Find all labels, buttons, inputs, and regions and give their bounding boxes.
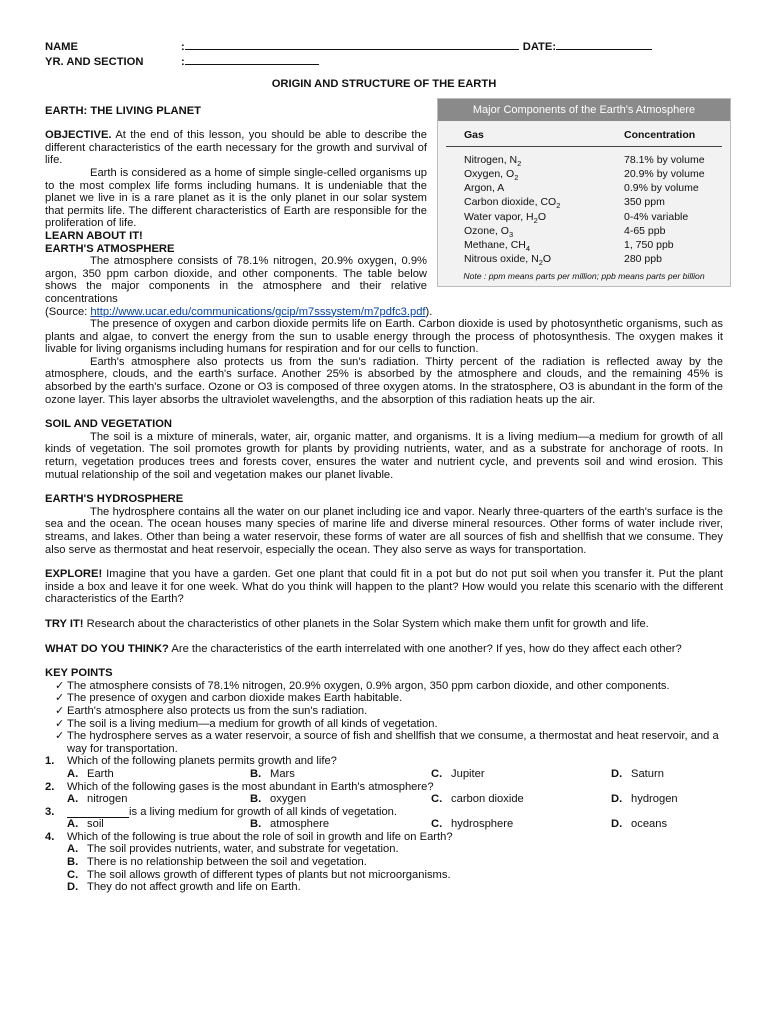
concentration-cell: 0-4% variable bbox=[624, 210, 689, 223]
option-a[interactable]: A. Earth bbox=[67, 767, 114, 780]
option-c[interactable]: C. The soil allows growth of different types of plants but not microorganisms. bbox=[67, 868, 451, 881]
atmosphere-text-1: The atmosphere consists of 78.1% nitrogen, 20.9% oxygen, 0.9% argon, 350 ppm carbon dioxide, and other components. The table below shows the major components in the atmosphere and their relative concentrations bbox=[45, 255, 427, 305]
option-a[interactable]: A. The soil provides nutrients, water, and substrate for vegetation. bbox=[67, 843, 399, 856]
option-b[interactable]: B. oxygen bbox=[250, 793, 307, 806]
table-row bbox=[446, 210, 722, 224]
check-icon: ✓ bbox=[55, 717, 65, 730]
hydrosphere-paragraph: The hydrosphere contains all the water on our planet including ice and vapor. Nearly three-quarters of the earth's surface is the sea and the ocean. The ocean houses many species of marine life and diverse mineral resources. Other forms of water include river, streams, and lakes. Other than being a water reservoir, these forms of water are all sources of fish and shellfish that we consume. They also serve as thermostat and heat reservoir, especially the ocean. They also serve as ways for transportation. bbox=[45, 505, 723, 556]
concentration-cell: 78.1% by volume bbox=[624, 153, 705, 166]
tryit-paragraph bbox=[45, 618, 723, 631]
think-label: WHAT DO YOU THINK? bbox=[45, 642, 169, 655]
question-text: Which of the following planets permits growth and life? bbox=[67, 755, 337, 768]
table-body bbox=[438, 153, 730, 267]
gas-cell: Ozone, $O_3$ bbox=[464, 224, 514, 239]
date-label: DATE: bbox=[522, 41, 557, 53]
section-label: YR. AND SECTION bbox=[45, 56, 144, 68]
living-planet-heading: EARTH: THE LIVING PLANET bbox=[45, 104, 202, 117]
name-colon: : bbox=[181, 41, 185, 53]
table-row bbox=[446, 224, 722, 238]
option-d[interactable]: D. hydrogen bbox=[611, 793, 678, 806]
option-a[interactable]: A. nitrogen bbox=[67, 793, 128, 806]
section-row bbox=[45, 53, 723, 68]
gas-cell: Argon, A bbox=[464, 182, 505, 195]
atmosphere-paragraph-2: The presence of oxygen and carbon dioxide permits life on Earth. Carbon dioxide is used by photosynthetic organisms, such as plants and algae, to convert the energy from the sun to usable energy through the process of photosynthesis. The oxygen makes it livable for living organisms including humans for respiration and for our cells to function. bbox=[45, 318, 723, 356]
gas-cell: Water vapor, $H_2O$ bbox=[464, 210, 546, 225]
learn-heading: LEARN ABOUT IT! bbox=[45, 229, 143, 242]
gas-cell: Carbon dioxide, $CO_2$ bbox=[464, 196, 561, 211]
source-suffix: ). bbox=[425, 305, 433, 318]
key-points-heading: KEY POINTS bbox=[45, 667, 113, 680]
col-concentration: Concentration bbox=[624, 129, 696, 142]
gas-cell: Nitrous oxide, $N_2O$ bbox=[464, 253, 552, 268]
question-number: 1. bbox=[45, 755, 55, 768]
question-1 bbox=[45, 755, 723, 780]
question-number: 4. bbox=[45, 830, 55, 843]
option-a[interactable]: A. soil bbox=[67, 818, 104, 831]
atmosphere-paragraph-3: Earth's atmosphere also protects us from the sun's radiation. Thirty percent of the radiation is reflected away by the atmosphere, clouds, and the earth's surface. Another 25% is absorbed by the atmosphere and clouds, and the remaining 45% is absorbed by the earth's surface. Ozone or O3 is composed of three oxygen atoms. In the stratosphere, O3 is abundant in the form of the ozone layer. This layer absorbs the ultraviolet wavelengths, and the absorption of this radiation heats up the air. bbox=[45, 355, 723, 406]
key-point: ✓ The atmosphere consists of 78.1% nitrogen, 20.9% oxygen, 0.9% argon, 350 ppm carbon dioxide, and other components. bbox=[55, 679, 670, 692]
table-row bbox=[446, 181, 722, 195]
check-icon: ✓ bbox=[55, 704, 65, 717]
hydrosphere-heading: EARTH'S HYDROSPHERE bbox=[45, 493, 184, 506]
question-text: is a living medium for growth of all kinds of vegetation. bbox=[129, 805, 398, 818]
date-field[interactable] bbox=[556, 38, 652, 50]
explore-paragraph bbox=[45, 568, 723, 606]
key-point: ✓ The presence of oxygen and carbon dioxide makes Earth habitable. bbox=[55, 692, 403, 705]
option-c[interactable]: C. hydrosphere bbox=[431, 818, 514, 831]
table-header bbox=[446, 121, 722, 147]
option-b[interactable]: B. There is no relationship between the soil and vegetation. bbox=[67, 856, 367, 869]
table-row bbox=[446, 238, 722, 252]
soil-paragraph: The soil is a mixture of minerals, water, air, organic matter, and organisms. It is a living medium—a medium for growth of all kinds of vegetation. The soil promotes growth for plants by providing nutrients, water, and as a substrate for anchorage of roots. In return, vegetation produces trees and forests cover, ensures the water and nutrient cycle, and prevents soil and wind erosion. This mutual relationship of the soil and vegetation makes our planet livable. bbox=[45, 430, 723, 481]
table-row bbox=[446, 252, 722, 266]
objective-text: At the end of this lesson, you should be able to describe the different characteristics of the earth necessary for the growth and survival of life. bbox=[45, 129, 427, 167]
tryit-label: TRY IT! bbox=[45, 617, 84, 630]
name-field[interactable] bbox=[185, 38, 519, 50]
concentration-cell: 280 ppb bbox=[624, 253, 662, 266]
concentration-cell: 4-65 ppb bbox=[624, 224, 666, 237]
question-text: Which of the following is true about the role of soil in growth and life on Earth? bbox=[67, 830, 453, 843]
think-text: Are the characteristics of the earth interrelated with one another? If yes, how do they affect each other? bbox=[168, 642, 682, 655]
table-title: Major Components of the Earth's Atmosphere bbox=[438, 99, 730, 122]
explore-label: EXPLORE! bbox=[45, 568, 103, 581]
soil-heading: SOIL AND VEGETATION bbox=[45, 418, 173, 431]
gas-cell: Oxygen, $O_2$ bbox=[464, 167, 519, 183]
key-point: ✓ The hydrosphere serves as a water reservoir, a source of fish and shellfish that we consume, a thermostat and heat reservoir, and a way for transportation. bbox=[55, 730, 719, 755]
atmosphere-table bbox=[437, 98, 731, 287]
think-paragraph bbox=[45, 643, 723, 656]
concentration-cell: 0.9% by volume bbox=[624, 182, 699, 195]
page-title: ORIGIN AND STRUCTURE OF THE EARTH bbox=[271, 78, 497, 90]
check-icon: ✓ bbox=[55, 679, 65, 692]
explore-text: Imagine that you have a garden. Get one plant that could fit in a pot but do not put soil when you transfer it. Put the plant inside a box and leave it for one week. What do you think will happen to the plant? How would you relate this scenario with the different characteristics of the Earth? bbox=[45, 568, 723, 606]
gas-cell: Methane, $CH_4$ bbox=[464, 239, 531, 254]
option-d[interactable]: D. They do not affect growth and life on Earth. bbox=[67, 881, 301, 894]
atmosphere-heading: EARTH'S ATMOSPHERE bbox=[45, 242, 175, 255]
key-point: ✓ The soil is a living medium—a medium for growth of all kinds of vegetation. bbox=[55, 717, 438, 730]
intro-paragraph: Earth is considered as a home of simple single-celled organisms up to the most complex life forms including humans. It is undeniable that the planet we live in is a rare planet as it is the only planet in our solar system that permits life. The different characteristics of Earth are responsible for the proliferation of life. bbox=[45, 166, 427, 230]
source-prefix: (Source: bbox=[45, 305, 91, 318]
table-note: Note : ppm means parts per million; ppb means parts per billion bbox=[463, 271, 705, 282]
tryit-text: Research about the characteristics of other planets in the Solar System which make them unfit for growth and life. bbox=[83, 617, 649, 630]
question-3 bbox=[45, 806, 723, 831]
option-c[interactable]: C. carbon dioxide bbox=[431, 793, 524, 806]
key-points-list bbox=[45, 680, 723, 756]
gas-cell: Nitrogen, $N_2$ bbox=[464, 153, 522, 168]
option-b[interactable]: B. atmosphere bbox=[250, 818, 330, 831]
question-2 bbox=[45, 781, 723, 806]
col-gas: Gas bbox=[464, 129, 484, 142]
objective-label: OBJECTIVE. bbox=[45, 129, 112, 142]
check-icon: ✓ bbox=[55, 692, 65, 705]
name-row bbox=[45, 38, 723, 53]
question-number: 2. bbox=[45, 780, 55, 793]
section-field[interactable] bbox=[185, 53, 319, 65]
question-4 bbox=[45, 831, 723, 894]
option-d[interactable]: D. oceans bbox=[611, 818, 668, 831]
option-c[interactable]: C. Jupiter bbox=[431, 767, 485, 780]
key-point: ✓ Earth's atmosphere also protects us from the sun's radiation. bbox=[55, 704, 368, 717]
option-b[interactable]: B. Mars bbox=[250, 767, 295, 780]
concentration-cell: 350 ppm bbox=[624, 196, 665, 209]
concentration-cell: 20.9% by volume bbox=[624, 167, 705, 180]
worksheet-page bbox=[45, 38, 723, 894]
concentration-cell: 1, 750 ppb bbox=[624, 239, 674, 251]
option-d[interactable]: D. Saturn bbox=[611, 767, 664, 780]
check-icon: ✓ bbox=[55, 730, 65, 743]
answer-blank[interactable] bbox=[67, 806, 129, 818]
question-number: 3. bbox=[45, 805, 55, 818]
source-link[interactable]: http://www.ucar.edu/communications/gcip/m7sssystem/m7pdfc3.pdf bbox=[90, 305, 426, 318]
name-label: NAME bbox=[45, 41, 78, 53]
table-row bbox=[446, 153, 722, 167]
section-colon: : bbox=[181, 56, 185, 68]
question-text: Which of the following gases is the most abundant in Earth's atmosphere? bbox=[67, 780, 434, 793]
table-row bbox=[446, 195, 722, 209]
table-row bbox=[446, 167, 722, 181]
